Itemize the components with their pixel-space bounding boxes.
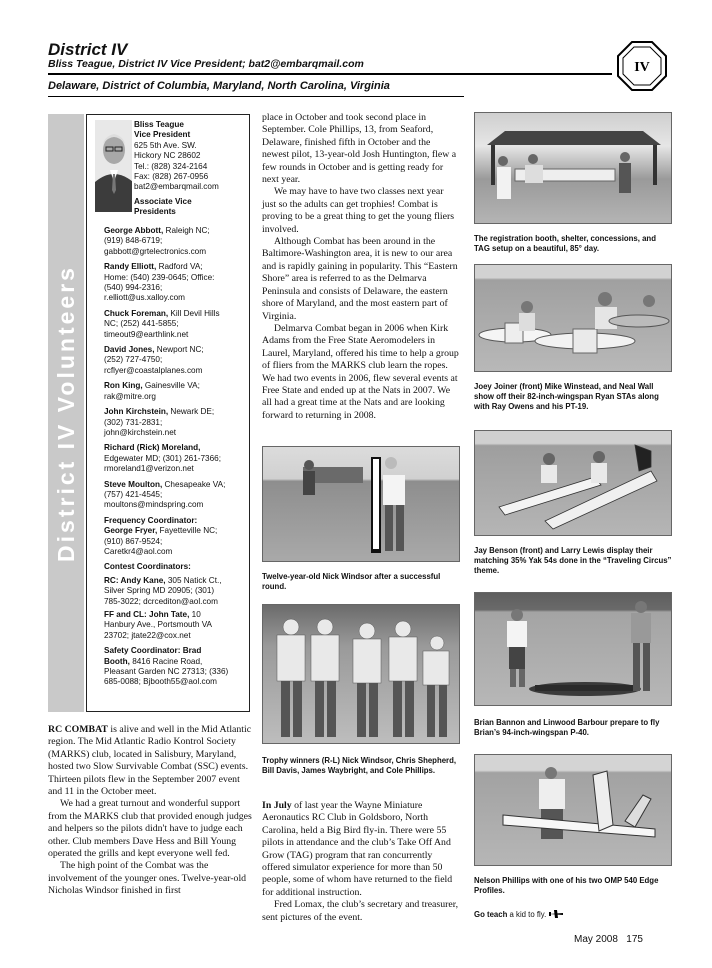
caption-joiner: Joey Joiner (front) Mike Winstead, and Neal Wall show off their 82-inch-wingspan Ryan STAs along with Ray Owens and his PT-19.	[474, 382, 659, 411]
volunteer-entry: George Abbott, Raleigh NC; (919) 848-6719; gabbott@grtelectronics.com	[104, 226, 210, 256]
page-footer: May 2008 175	[574, 934, 643, 945]
volunteer-list	[104, 226, 250, 688]
caption-booth: The registration booth, shelter, concessions, and TAG setup on a beautiful, 85° day.	[474, 234, 656, 253]
page-title: District IV	[48, 40, 128, 59]
photo-registration-booth	[474, 112, 672, 224]
vp-fax: Fax: (828) 267-0956	[134, 172, 209, 182]
volunteer-entry: Chuck Foreman, Kill Devil Hills NC; (252) 441-5855; timeout9@earthlink.net	[104, 308, 220, 339]
vp-contact-line: Bliss Teague, District IV Vice President; bat2@embarqmail.com	[48, 58, 364, 70]
caption-phillips: Nelson Phillips with one of his two OMP 540 Edge Profiles.	[474, 876, 659, 895]
volunteer-entry: Richard (Rick) Moreland, Edgewater MD; (301) 261-7366; rmoreland1@verizon.net	[104, 443, 221, 474]
article-column-2-lower: In July of last year the Wayne Miniature Aeronautics RC Club in Goldsboro, North Carolina, held a Big Bird fly-in. There were 55 pilots in attendance and the club’s Take Off And Grow (TAG) program that ran concurrently offered simulator experience for more than 50 people, some of whom have returned to the field for additional instruction. Fred Lomax, the club’s secretary and treasurer, sent pictures of the event.	[262, 800, 459, 923]
volunteer-entry: David Jones, Newport NC; (252) 727-4750; rcflyer@coastalplanes.com	[104, 345, 204, 375]
volunteers-tab	[48, 114, 84, 712]
volunteer-entry: John Kirchstein, Newark DE; (302) 731-2831; john@kirchstein.net	[104, 407, 215, 437]
frequency-coordinator: Frequency Coordinator: George Fryer, Fayetteville NC; (910) 867-9524; Caretkr4@aol.com	[104, 515, 218, 556]
assoc-heading-1: Associate Vice	[134, 196, 192, 206]
header-rule	[48, 73, 612, 75]
volunteer-entry: Ron King, Gainesville VA; rak@mitre.org	[104, 381, 200, 401]
lead-heading: RC COMBAT	[48, 724, 108, 735]
volunteer-entry: Randy Elliott, Radford VA; Home: (540) 239-0645; Office: (540) 994-2316; r.elliott@us.xalloy.com	[104, 262, 215, 303]
district-states: Delaware, District of Columbia, Maryland, North Carolina, Virginia	[48, 80, 390, 92]
photo-ryan-figures	[475, 265, 672, 372]
photo-windsor-figures	[263, 447, 460, 562]
airplane-icon	[548, 910, 564, 919]
caption-bannon: Brian Bannon and Linwood Barbour prepare to fly Brian’s 94-inch-wingspan P-40.	[474, 718, 660, 737]
go-teach-tagline: Go teach a kid to fly.	[474, 910, 672, 920]
in-july-heading: In July	[262, 800, 292, 811]
contest-coordinators: Contest Coordinators: RC: Andy Kane, 305 Natick Ct., Silver Spring MD 20905; (301) 785-3022; dcrcediton@aol.com FF and CL: John Tate, 10 Hanbury Ave., Portsmouth VA 23702; jtate22@cox.net	[104, 562, 222, 640]
vp-name: Bliss Teague	[134, 120, 184, 129]
vp-role: Vice President	[134, 130, 191, 140]
photo-booth-figures	[475, 113, 672, 224]
photo-p40	[474, 592, 672, 706]
vp-address-1: 625 5th Ave. SW.	[134, 140, 197, 150]
states-rule	[48, 96, 464, 97]
volunteer-entry: Steve Moulton, Chesapeake VA; (757) 421-4545; moultons@mindspring.com	[104, 479, 226, 510]
photo-nick-windsor	[262, 446, 460, 562]
vp-tel: Tel.: (828) 324-2164	[134, 161, 208, 171]
logo-text: IV	[634, 60, 650, 75]
vp-contact	[134, 120, 248, 218]
photo-omp-edge	[474, 754, 672, 866]
assoc-heading-2: Presidents	[134, 207, 176, 217]
caption-trophy: Trophy winners (R-L) Nick Windsor, Chris Shepherd, Bill Davis, James Waybright, and Cole Phillips.	[262, 756, 457, 775]
photo-trophy-figures	[263, 605, 460, 744]
caption-windsor: Twelve-year-old Nick Windsor after a successful round.	[262, 572, 441, 591]
photo-yak-figures	[475, 431, 672, 536]
photo-ryan-sta	[474, 264, 672, 372]
photo-edge-figures	[475, 755, 672, 866]
vp-portrait	[94, 120, 132, 212]
caption-benson: Jay Benson (front) and Larry Lewis display their matching 35% Yak 54s done in the “Traveling Circus” theme.	[474, 546, 672, 575]
photo-trophy-winners	[262, 604, 460, 744]
vp-address-2: Hickory NC 28602	[134, 151, 201, 161]
district-logo-icon	[616, 40, 668, 92]
article-column-1: RC COMBAT is alive and well in the Mid Atlantic region. The Mid Atlantic Radio Kontrol Society (MARKS) club, located in Salisbury, Maryland, hosted two Slow Survivable Combat (SSC) events. Thirteen pilots flew in the September 2007 event and 11 in the October meet. We had a great turnout and wonderful support from the MARKS club that provided enough judges and helpers so the pilots didn't have to judge each other. Club members Dave Hess and Bill Young operated the grills and kept everyone well fed. The high point of the Combat was the involvement of the younger ones. Twelve-year-old Nicholas Windsor finished in first	[48, 724, 252, 897]
vp-email[interactable]: bat2@embarqmail.com	[134, 182, 219, 192]
photo-yak-54s	[474, 430, 672, 536]
volunteers-tab-label: District IV Volunteers	[52, 264, 79, 562]
photo-p40-figures	[475, 593, 672, 706]
article-column-2: place in October and took second place in September. Cole Phillips, 13, from Seaford, Delaware, finished fifth in October and the newest pilot, 13-year-old Josh Huntington, flew a few rounds in October and is getting ready for next year. We may have to have two classes next year just so the adults can get trophies! Combat is proving to be a great thing to get the young fliers involved. Although Combat has been around in the Baltimore-Washington area, it is new to our area and is rapidly gaining in popularity. This “Eastern Shore” area is referred to as the Delmarva Peninsula and consists of Delaware, the eastern shore of Maryland, and the most eastern part of Virginia. Delmarva Combat began in 2006 when Kirk Adams from the Free State Aeromodelers in Laurel, Maryland, offered his time to help a group of fliers from the MARKS club learn the ropes. We had two events in 2006, flew several events at Free State and ended up at the Nats in 2007. We all had a great time at the Nats and are looking forward to returning in 2008.	[262, 112, 459, 421]
safety-coordinator: Safety Coordinator: Brad Booth, 8416 Racine Road, Pleasant Garden NC 27313; (336) 685-0088; Bjbooth55@aol.com	[104, 646, 229, 687]
